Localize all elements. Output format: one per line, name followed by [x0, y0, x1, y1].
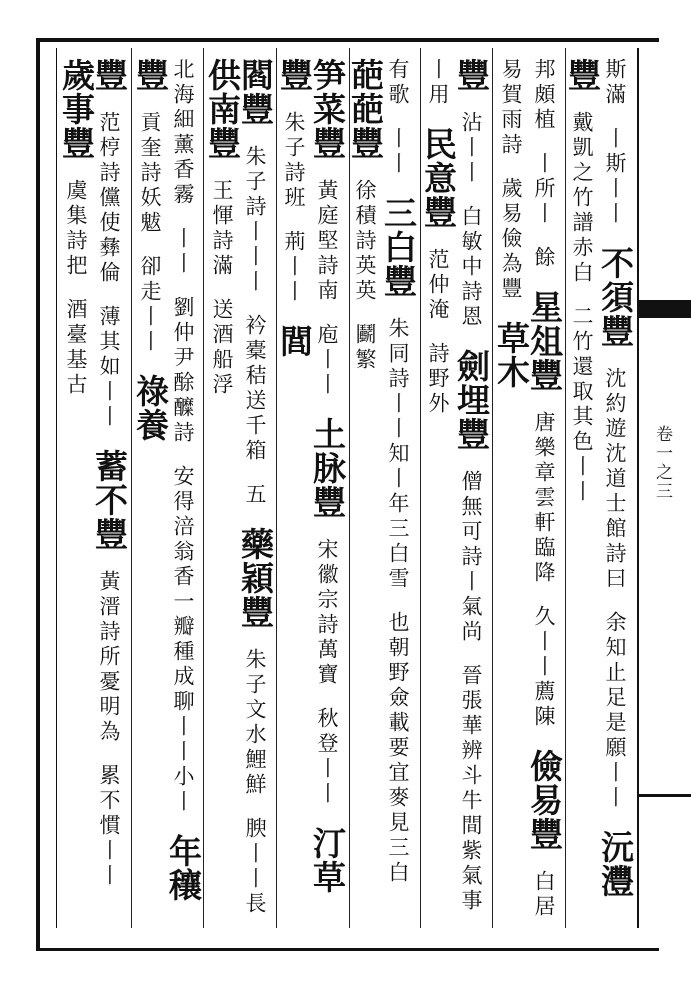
annotation: 黃庭堅詩南 — [315, 179, 339, 304]
annotation: 虞集詩把 — [64, 179, 88, 279]
column-rule — [203, 48, 204, 928]
annotation: 久丨丨薦陳 — [532, 605, 556, 730]
column-rule — [276, 48, 277, 928]
headword: 汀草豐 — [275, 58, 347, 894]
annotation: 朱同詩丨丨知丨年三白雪 — [386, 317, 410, 592]
annotation: 宋徽宗詩萬寶 — [315, 538, 339, 688]
headword: 劍埋豐 — [452, 349, 491, 451]
annotation: 二竹還取其色丨丨 — [570, 305, 594, 505]
annotation: 范仲淹 — [426, 248, 450, 323]
annotation: 王惲詩滿 — [210, 179, 234, 279]
headword: 笋菜豐 — [308, 58, 347, 160]
column-rule — [131, 48, 132, 928]
annotation: 斯滿 — [603, 58, 627, 108]
headword: 儉易豐 — [525, 749, 564, 851]
annotation: 余知止足是願丨丨 — [603, 611, 627, 811]
annotation: 沈約遊沈道士館詩曰 — [603, 367, 627, 592]
annotation: 鬬繁 — [353, 323, 377, 373]
annotation: 薄其如丨丨 — [97, 305, 121, 430]
headword: 草木 — [492, 321, 531, 389]
headword: 閭 — [275, 324, 314, 358]
annotation: 丨用 — [426, 58, 450, 108]
annotation: 卻走丨丨 — [138, 255, 162, 355]
text-column-1 — [563, 58, 635, 924]
annotation: 五 — [243, 483, 267, 508]
headword: 星俎豐 — [525, 290, 564, 392]
annotation: 衿橐秸送千箱 — [243, 314, 267, 464]
annotation: 荊丨丨 — [282, 230, 306, 305]
annotation: 白居易賀雨詩 — [499, 58, 556, 920]
annotation: 秋登丨丨 — [315, 707, 339, 807]
annotation: 丨丨 — [171, 227, 195, 277]
column-rule — [492, 48, 493, 928]
annotation: 晉張華辨斗牛間紫氣事 — [459, 664, 483, 914]
annotation: 丨所丨 — [532, 152, 556, 227]
annotation: 安得涪翁香一瓣種成聊丨丨小丨 — [171, 465, 195, 815]
annotation: 戴凱之竹譜赤白 — [570, 111, 594, 286]
headword: 不須豐 — [596, 246, 635, 348]
annotation: 有歌 — [386, 58, 410, 108]
text-column-4 — [346, 58, 418, 924]
annotation: 朱子詩班 — [282, 111, 306, 211]
annotation: 貢奎詩妖魃 — [138, 111, 162, 236]
headword: 閻豐 — [236, 58, 275, 126]
headword: 沅灃豐 — [563, 58, 635, 898]
headword: 豐 — [452, 58, 491, 92]
annotation: 范梈詩儻使彝倫 — [97, 111, 121, 286]
fishtail-mark — [637, 300, 691, 318]
margin-volume-label: 卷一之三 — [652, 425, 672, 501]
text-column-7 — [131, 58, 203, 924]
annotation: 丨丨 — [386, 127, 410, 177]
annotation: 北海細薰香霧 — [171, 58, 195, 208]
headword: 民意豐 — [419, 127, 458, 229]
annotation: 朱子文水鯉鮮 — [243, 648, 267, 798]
annotation: 歲易儉為豐 — [499, 177, 523, 302]
annotation: 也朝野僉載要宜麥見三白 — [386, 611, 410, 886]
annotation: 庖丨丨 — [315, 323, 339, 398]
annotation: 白敏中詩恩 — [459, 205, 483, 330]
annotation: 徐積詩英英 — [353, 179, 377, 304]
annotation: 詩野外 — [426, 342, 450, 417]
headword: 土脉豐 — [308, 417, 347, 519]
text-column-2 — [492, 58, 564, 924]
annotation: 邦頗植 — [532, 58, 556, 133]
headword: 蓄不豐 — [90, 449, 129, 551]
headword: 豐 — [90, 58, 129, 92]
text-column-3 — [419, 58, 491, 924]
annotation: 唐樂章雲軒臨降 — [532, 411, 556, 586]
annotation: 丨斯丨丨 — [603, 127, 627, 227]
annotation: 黃溍詩所憂明為 — [97, 570, 121, 745]
annotation: 送酒船浮 — [210, 298, 234, 398]
annotation: 僧無可詩丨氣尚 — [459, 470, 483, 645]
headword: 年穰豐 — [131, 58, 203, 902]
annotation: 沾丨丨 — [459, 111, 483, 186]
headword: 供南豐 — [203, 58, 242, 160]
headword: 葩葩豐 — [346, 58, 385, 160]
annotation: 劉仲尹酴醾詩 — [171, 296, 195, 446]
headword: 藥穎豐 — [236, 527, 275, 629]
headword: 祿養 — [131, 374, 170, 442]
annotation: 餘 — [532, 246, 556, 271]
annotation: 腴丨丨長 — [243, 817, 267, 917]
annotation: 朱子詩丨丨丨 — [243, 145, 267, 295]
text-column-8 — [57, 58, 129, 924]
headword: 歲事豐 — [57, 58, 96, 160]
annotation: 累不慣丨丨 — [97, 764, 121, 889]
text-column-6 — [203, 58, 275, 924]
headword: 三白豐 — [379, 196, 418, 298]
text-column-5 — [275, 58, 347, 924]
annotation: 酒臺基古 — [64, 298, 88, 398]
margin-rule — [637, 794, 691, 797]
